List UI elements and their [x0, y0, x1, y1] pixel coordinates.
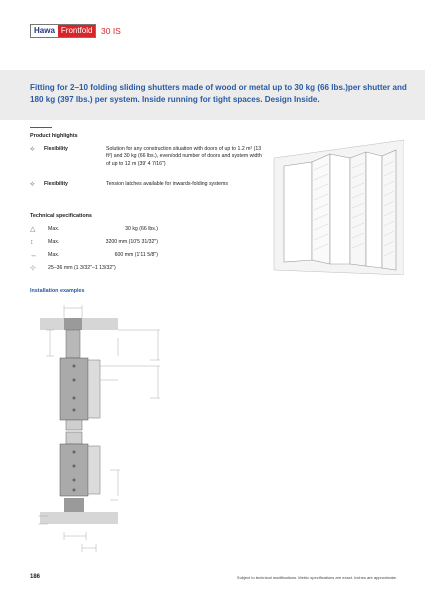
- series-name: 30 IS: [101, 26, 121, 36]
- brand-name: Hawa: [31, 25, 58, 37]
- flexibility-icon: ⟡: [30, 181, 35, 188]
- intro-text: Fitting for 2–10 folding sliding shutters made of wood or metal up to 30 kg (66 lbs.)per shutter and 180 kg (397 lbs.) per system. Inside running for tight spaces. Design Inside.: [30, 83, 407, 104]
- product-name: Frontfold: [58, 25, 96, 37]
- width-icon: ↔: [30, 252, 37, 259]
- highlights-title: Product highlights: [30, 133, 78, 139]
- spec-label: Max.: [48, 239, 60, 245]
- spec-value: 25–36 mm (1 3/32"–1 13/32"): [48, 265, 116, 271]
- thickness-icon: ⊹: [30, 265, 36, 272]
- spec-value: 30 kg (66 lbs.): [125, 226, 158, 232]
- spec-label: Max.: [48, 252, 60, 258]
- height-icon: ↕: [30, 239, 34, 246]
- highlight-text: Tension latches available for inwards-folding systems: [106, 181, 228, 187]
- flexibility-icon: ⟡: [30, 146, 35, 153]
- spec-value: 3200 mm (10'5 31/32"): [105, 239, 158, 245]
- installation-title: Installation examples: [30, 288, 85, 294]
- page-number: 186: [30, 574, 41, 580]
- weight-icon: △: [30, 226, 36, 233]
- spec-label: Max.: [48, 226, 60, 232]
- highlight-label: Flexibility: [44, 181, 68, 187]
- spec-value: 600 mm (1'11 5/8"): [114, 252, 158, 258]
- footer-note: Subject to technical modifications. Metric specifications are exact. Inches are approximate.: [236, 575, 397, 580]
- highlight-text: Solution for any construction situation with doors of up to 1.2 m² (13 ft²) and 30 kg (66 lbs.), even/odd number of doors and system width of up to 12 m (39' 4 7/16"): [106, 146, 262, 167]
- specs-title: Technical specifications: [30, 213, 92, 219]
- highlight-label: Flexibility: [44, 146, 68, 152]
